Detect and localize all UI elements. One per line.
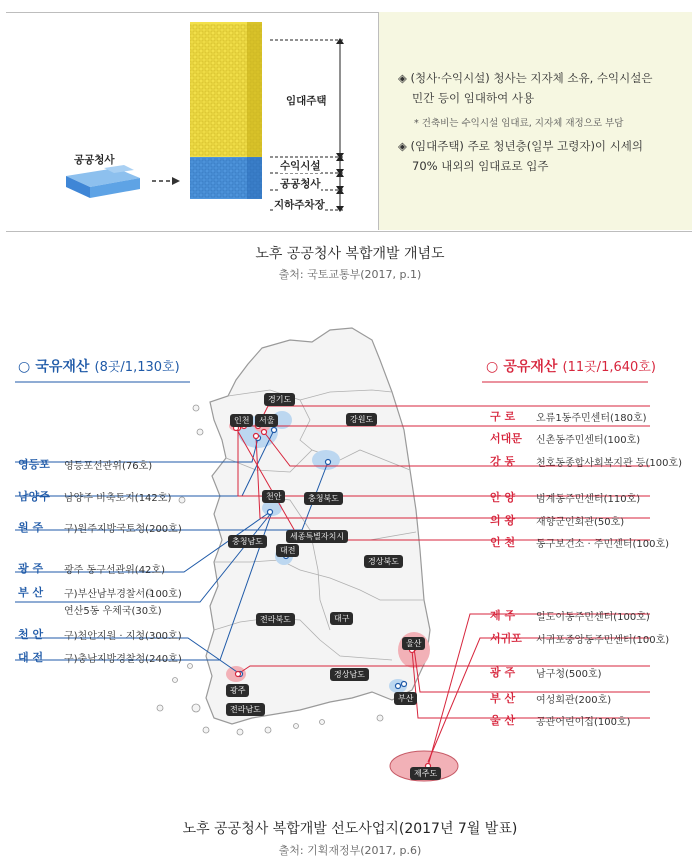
public-office-label: 공공청사 xyxy=(280,178,321,190)
national-site-text: 영등포선관위(76호) xyxy=(64,461,153,472)
region-daejeon: 대전 xyxy=(276,544,299,557)
region-incheon: 인천 xyxy=(230,414,253,427)
public-site-text: 동구보건소 · 주민센터(100호) xyxy=(536,539,670,550)
concept-caption-source: 출처: 국토교통부(2017, p.1) xyxy=(278,268,422,281)
public-site-text: 재향군인회관(50호) xyxy=(536,517,625,528)
public-site-text: 천호동종합사회복지관 등(100호) xyxy=(536,458,682,469)
national-header xyxy=(18,356,180,376)
region-busan: 부산 xyxy=(394,692,417,705)
public-site-city: 안 양 xyxy=(490,491,516,504)
public-site-city: 서귀포 xyxy=(490,632,522,645)
national-site-text: 구)천안지원 · 지청(300호) xyxy=(64,631,182,642)
public-site-text: 오류1동주민센터(180호) xyxy=(536,413,647,424)
region-chungbuk: 충청북도 xyxy=(304,492,343,505)
public-title: 공유재산 xyxy=(503,359,558,375)
bullet-1-cont: 민간 등이 임대하여 사용 xyxy=(412,91,535,105)
region-gwangju: 광주 xyxy=(226,684,249,697)
national-site-text: 구)부산남부경찰서(100호) xyxy=(64,589,182,600)
region-gyeongbuk: 경상북도 xyxy=(364,555,403,568)
public-site-city: 울 산 xyxy=(490,714,516,727)
revenue-facility-label: 수익시설 xyxy=(280,160,321,172)
region-gangwon: 강원도 xyxy=(346,413,377,426)
rental-housing-label: 임대주택 xyxy=(286,95,327,107)
public-site-text: 일도이동주민센터(100호) xyxy=(536,612,650,623)
region-gyeonggi: 경기도 xyxy=(264,393,295,406)
national-ring-icon: ○ xyxy=(18,359,31,375)
public-site-city: 의 왕 xyxy=(490,514,516,527)
region-daegu: 대구 xyxy=(330,612,353,625)
national-site-city: 영등포 xyxy=(18,458,50,471)
region-cheonan: 천안 xyxy=(262,490,285,503)
national-site-text: 구)원주지방국토청(200호) xyxy=(64,524,182,535)
region-sejong: 세종특별자치시 xyxy=(286,530,348,543)
public-site-city: 부 산 xyxy=(490,692,516,705)
bullet-1: ◈ (청사·수익시설) 청사는 지자체 소유, 수익시설은 xyxy=(398,71,653,85)
public-site-city: 구 로 xyxy=(490,410,516,423)
national-site-text: 남양주 비축토지(142호) xyxy=(64,493,172,504)
national-site-text: 연산5동 우체국(30호) xyxy=(64,606,162,617)
public-count: (11곳/1,640호) xyxy=(562,360,656,375)
map-caption-title: 노후 공공청사 복합개발 선도사업지(2017년 7월 발표) xyxy=(182,821,518,837)
region-gyeongnam: 경상남도 xyxy=(330,668,369,681)
region-jeju: 제주도 xyxy=(410,767,441,780)
region-jeonbuk: 전라북도 xyxy=(256,613,295,626)
public-site-city: 제 주 xyxy=(490,609,516,622)
public-site-text: 공관어린이집(100호) xyxy=(536,717,631,728)
old-office-label: 공공청사 xyxy=(74,154,115,166)
public-site-text: 신촌동주민센터(100호) xyxy=(536,435,641,446)
public-ring-icon: ○ xyxy=(486,359,499,375)
national-site-city: 광 주 xyxy=(18,562,44,575)
old-office-building-icon xyxy=(66,165,140,198)
map-caption-source: 출처: 기획재정부(2017, p.6) xyxy=(278,844,422,857)
national-site-city: 천 안 xyxy=(18,628,44,641)
national-site-city: 부 산 xyxy=(18,586,44,599)
public-site-text: 범계동주민센터(110호) xyxy=(536,494,641,505)
bullet-note: * 건축비는 수익시설 임대료, 지자체 재정으로 부담 xyxy=(414,118,624,129)
transform-arrow-icon xyxy=(152,177,180,185)
national-site-text: 광주 동구선관위(42호) xyxy=(64,565,165,576)
public-site-city: 강 동 xyxy=(490,455,516,468)
public-header xyxy=(486,356,656,376)
national-site-text: 구)충남지방경찰청(240호) xyxy=(64,654,182,665)
national-site-city: 원 주 xyxy=(18,521,44,534)
national-site-city: 대 전 xyxy=(18,651,44,664)
public-site-city: 광 주 xyxy=(490,666,516,679)
public-site-text: 여성회관(200호) xyxy=(536,695,612,706)
national-count: (8곳/1,130호) xyxy=(94,360,180,375)
bullet-2-cont: 70% 내외의 임대료로 입주 xyxy=(412,159,549,173)
bullet-2: ◈ (임대주택) 주로 청년층(일부 고령자)이 시세의 xyxy=(398,139,644,153)
region-seoul: 서울 xyxy=(255,414,278,427)
national-site-city: 남양주 xyxy=(18,490,50,503)
region-jeonnam: 전라남도 xyxy=(226,703,265,716)
region-chungnam: 충청남도 xyxy=(228,535,267,548)
national-title: 국유재산 xyxy=(35,359,90,375)
public-site-city: 인 천 xyxy=(490,536,516,549)
region-ulsan: 울산 xyxy=(402,637,425,650)
underground-parking-label: 지하주차장 xyxy=(274,199,325,211)
panel-divider xyxy=(378,12,379,230)
public-site-city: 서대문 xyxy=(490,432,522,445)
public-site-text: 서귀포중앙동주민센터(100호) xyxy=(536,635,670,646)
public-site-text: 남구청(500호) xyxy=(536,669,602,680)
korea-mainland-shape xyxy=(206,328,430,724)
concept-caption-title: 노후 공공청사 복합개발 개념도 xyxy=(255,246,445,262)
